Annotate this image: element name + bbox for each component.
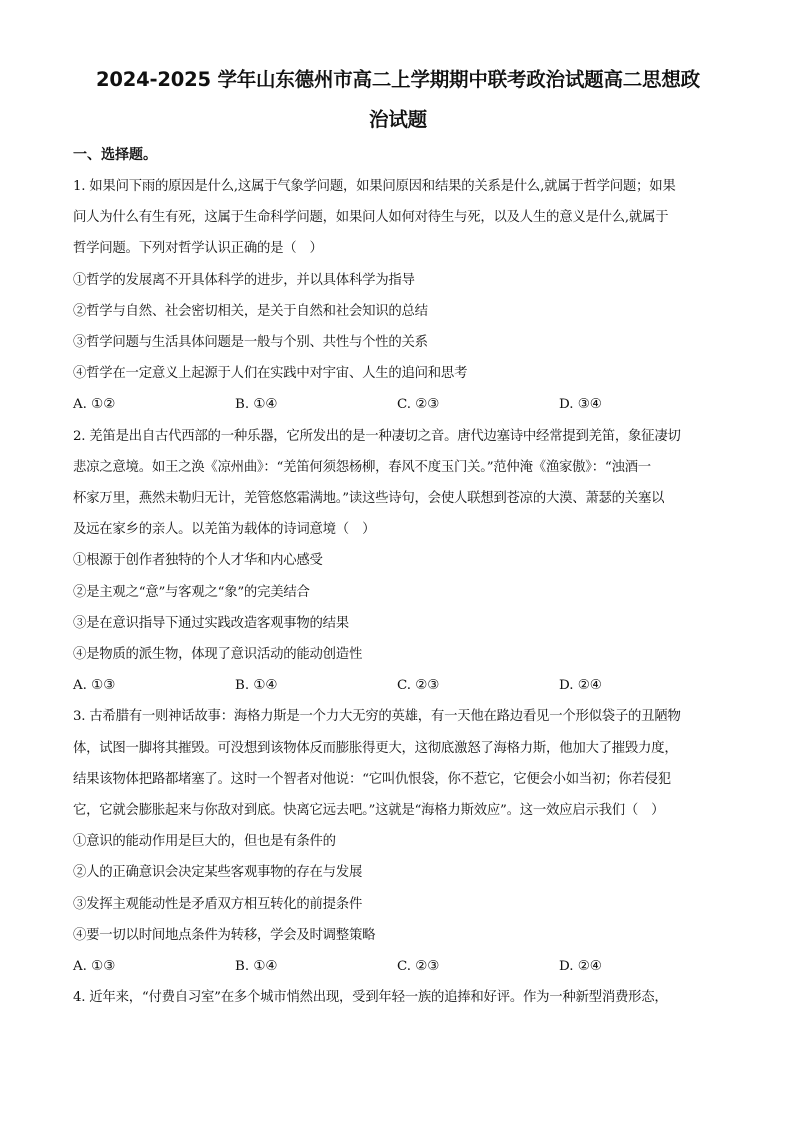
answer-options xyxy=(73,670,723,701)
question-stem-line: 悲凉之意境。如王之涣《凉州曲》：“羌笛何须怨杨柳，春风不度玉门关。”范仲淹《渔家傲》：“浊酒一 xyxy=(73,459,651,475)
statement-item: ①意识的能动作用是巨大的，但也是有条件的 xyxy=(73,834,336,850)
question-4 xyxy=(73,982,723,1013)
option-b: B. ①④ xyxy=(235,959,278,975)
title-line-1: 2024-2025 学年山东德州市高二上学期期中联考政治试题高二思想政 xyxy=(96,68,700,91)
question-stem-line: 哲学问题。下列对哲学认识正确的是（ ） xyxy=(73,241,323,257)
question-stem-line: 2. 羌笛是出自古代西部的一种乐器，它所发出的是一种凄切之音。唐代边塞诗中经常提到羌笛，象征凄切 xyxy=(73,428,681,444)
question-stem-line: 它，它就会膨胀起来与你敌对到底。快离它远去吧。”这就是“海格力斯效应”。这一效应启示我们（ ） xyxy=(73,803,665,819)
statement-item: ③是在意识指导下通过实践改造客观事物的结果 xyxy=(73,615,349,631)
question-stem-line: 3. 古希腊有一则神话故事：海格力斯是一个力大无穷的英雄，有一天他在路边看见一个形似袋子的丑陋物 xyxy=(73,709,681,725)
option-a: A. ①③ xyxy=(73,959,116,975)
exam-title xyxy=(73,60,723,140)
question-2 xyxy=(73,421,723,702)
statement-item: ①根源于创作者独特的个人才华和内心感受 xyxy=(73,553,323,569)
question-stem-line: 杯家万里，燕然未勒归无计，羌管悠悠霜满地。”读这些诗句，会使人联想到苍凉的大漠、萧瑟的关塞以 xyxy=(73,491,665,507)
statement-item: ②哲学与自然、社会密切相关，是关于自然和社会知识的总结 xyxy=(73,303,428,319)
statement-item: ④要一切以时间地点条件为转移，学会及时调整策略 xyxy=(73,927,376,943)
section-heading: 一、选择题。 xyxy=(73,147,157,163)
title-line-2: 治试题 xyxy=(369,108,427,131)
question-stem-line: 体，试图一脚将其摧毁。可没想到该物体反而膨胀得更大，这彻底激怒了海格力斯，他加大了摧毁力度， xyxy=(73,740,678,756)
option-c: C. ②③ xyxy=(397,959,440,975)
statement-item: ④是物质的派生物，体现了意识活动的能动创造性 xyxy=(73,647,363,663)
question-stem-line: 结果该物体把路都堵塞了。这时一个智者对他说：“它叫仇恨袋，你不惹它，它便会小如当初；你若侵犯 xyxy=(73,771,671,787)
option-d: D. ②④ xyxy=(559,678,602,694)
statement-item: ③哲学问题与生活具体问题是一般与个别、共性与个性的关系 xyxy=(73,335,428,351)
question-stem-line: 及远在家乡的亲人。以羌笛为载体的诗词意境（ ） xyxy=(73,522,376,538)
statement-item: ①哲学的发展离不开具体科学的进步，并以具体科学为指导 xyxy=(73,272,415,288)
statement-item: ②是主观之“意”与客观之“象”的完美结合 xyxy=(73,584,310,600)
question-stem-line: 4. 近年来，“付费自习室”在多个城市悄然出现，受到年轻一族的追捧和好评。作为一种新型消费形态， xyxy=(73,990,668,1006)
option-a: A. ①② xyxy=(73,397,116,413)
option-d: D. ②④ xyxy=(559,959,602,975)
statement-item: ④哲学在一定意义上起源于人们在实践中对宇宙、人生的追问和思考 xyxy=(73,366,468,382)
statement-item: ③发挥主观能动性是矛盾双方相互转化的前提条件 xyxy=(73,896,363,912)
statement-item: ②人的正确意识会决定某些客观事物的存在与发展 xyxy=(73,865,363,881)
exam-page xyxy=(73,60,723,1013)
question-3 xyxy=(73,701,723,982)
option-d: D. ③④ xyxy=(559,397,602,413)
option-c: C. ②③ xyxy=(397,678,440,694)
option-a: A. ①③ xyxy=(73,678,116,694)
question-stem-line: 1. 如果问下雨的原因是什么,这属于气象学问题，如果问原因和结果的关系是什么,就属于哲学问题；如果 xyxy=(73,179,676,194)
answer-options xyxy=(73,389,723,420)
option-b: B. ①④ xyxy=(235,397,278,413)
question-stem-line: 问人为什么有生有死，这属于生命科学问题，如果问人如何对待生与死，以及人生的意义是什么,就属于 xyxy=(73,210,669,226)
option-c: C. ②③ xyxy=(397,397,440,413)
option-b: B. ①④ xyxy=(235,678,278,694)
question-1 xyxy=(73,171,723,421)
answer-options xyxy=(73,951,723,982)
